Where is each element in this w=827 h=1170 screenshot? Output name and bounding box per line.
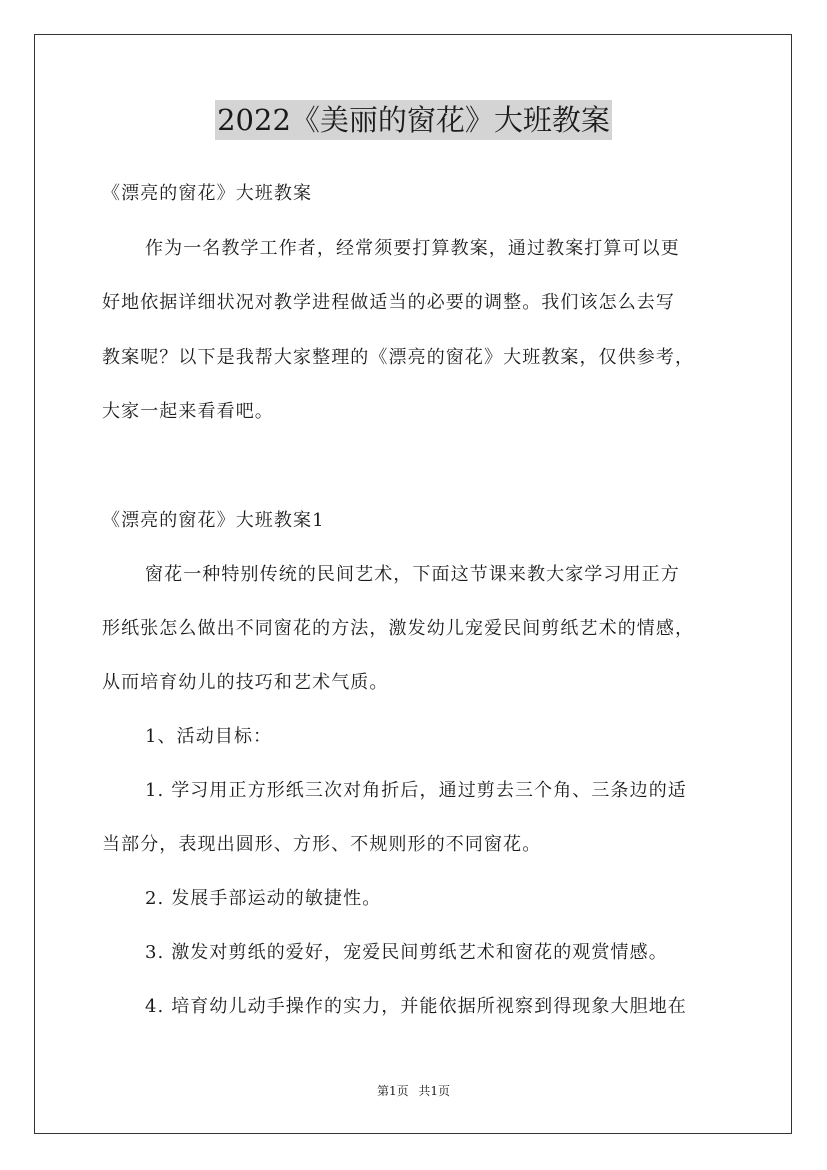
paragraph-line: 形纸张怎么做出不同窗花的方法，激发幼儿宠爱民间剪纸艺术的情感，: [102, 618, 695, 639]
section-heading: 《漂亮的窗花》大班教案1: [102, 510, 325, 531]
page-footer: [0, 1083, 827, 1099]
list-item: 2. 发展手部运动的敏捷性。: [145, 888, 382, 909]
list-heading: 1、活动目标：: [145, 726, 273, 747]
title-container: [0, 100, 827, 140]
paragraph-line: 作为一名教学工作者，经常须要打算教案，通过教案打算可以更: [145, 238, 680, 259]
list-item: 3. 激发对剪纸的爱好，宠爱民间剪纸艺术和窗花的观赏情感。: [145, 942, 668, 963]
paragraph-line: 好地依据详细状况对教学进程做适当的必要的调整。我们该怎么去写: [102, 292, 675, 313]
paragraph-line: 大家一起来看看吧。: [102, 401, 274, 422]
page-total: 共1页: [418, 1084, 451, 1098]
list-item: 4. 培育幼儿动手操作的实力，并能依据所视察到得现象大胆地在: [145, 996, 687, 1017]
paragraph-line: 教案呢？以下是我帮大家整理的《漂亮的窗花》大班教案，仅供参考，: [102, 347, 695, 368]
paragraph-line: 从而培育幼儿的技巧和艺术气质。: [102, 672, 389, 693]
paragraph-line: 窗花一种特别传统的民间艺术，下面这节课来教大家学习用正方: [145, 564, 680, 585]
list-item-continuation: 当部分，表现出圆形、方形、不规则形的不同窗花。: [102, 834, 542, 855]
subtitle-line: 《漂亮的窗花》大班教案: [102, 183, 313, 204]
list-item: 1. 学习用正方形纸三次对角折后，通过剪去三个角、三条边的适: [145, 780, 687, 801]
document-title: 2022《美丽的窗花》大班教案: [215, 100, 612, 140]
page-number: 第1页: [376, 1084, 409, 1098]
